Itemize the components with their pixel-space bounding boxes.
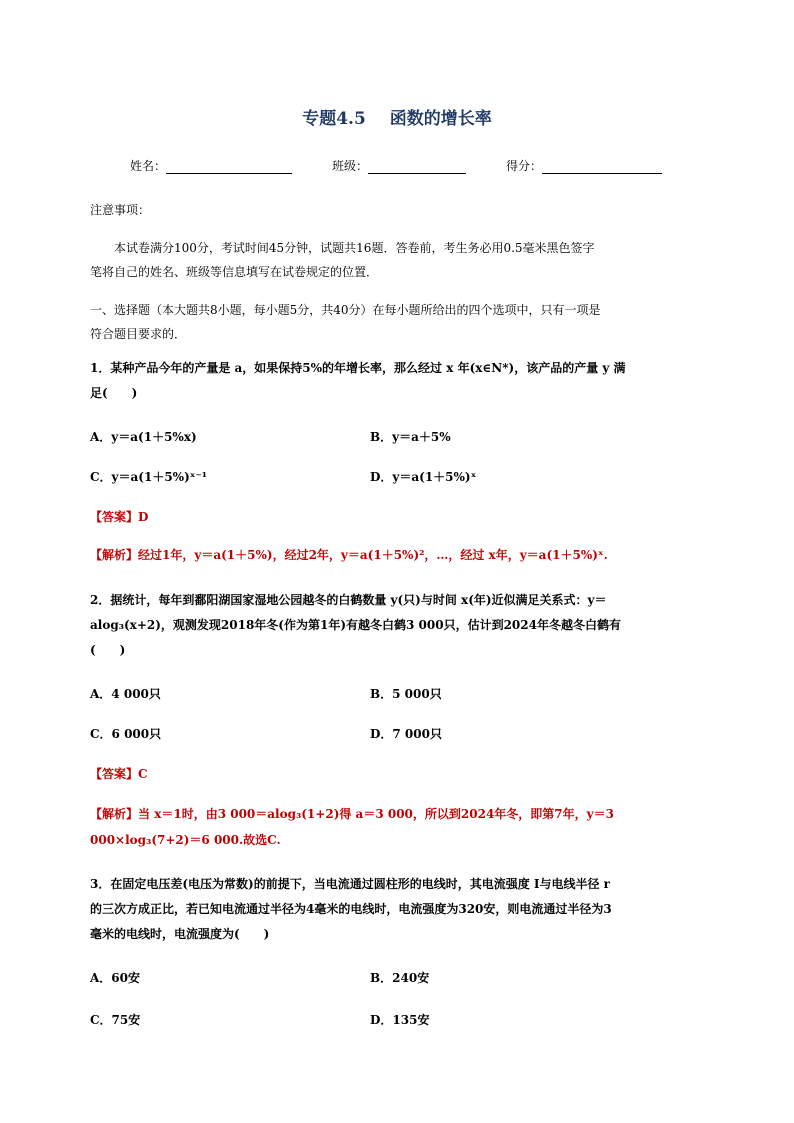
- q2-option-c[interactable]: C．6 000只: [90, 727, 162, 741]
- q2-stem-line-1: 2．据统计，每年到鄱阳湖国家湿地公园越冬的白鹤数量 y(只)与时间 x(年)近似满足关系式：y＝: [90, 593, 607, 607]
- class-field[interactable]: [368, 159, 466, 174]
- score-label: 得分：: [506, 159, 543, 173]
- q2-analysis-line-2: 000×log₃(7+2)＝6 000.故选C.: [90, 833, 281, 847]
- class-label: 班级：: [332, 159, 369, 173]
- analysis-text: 当 x＝1时，由3 000＝alog₃(1+2)得 a＝3 000，所以到2024年冬，即第7年，y＝3: [138, 807, 614, 821]
- notice-heading: 注意事项：: [90, 203, 151, 217]
- q2-stem-line-3: ( ): [90, 643, 126, 657]
- answer-tag: 【答案】: [90, 767, 139, 781]
- q3-option-c[interactable]: C．75安: [90, 1013, 141, 1027]
- answer-value: C: [138, 767, 148, 781]
- section-1-heading-line-2: 符合题目要求的．: [90, 327, 187, 341]
- q1-stem-line-1: 1．某种产品今年的产量是 a，如果保持5%的年增长率，那么经过 x 年(x∈N*)，该产品的产量 y 满: [90, 361, 626, 375]
- q3-option-d[interactable]: D．135安: [370, 1013, 430, 1027]
- analysis-tag: 【解析】: [90, 548, 139, 562]
- q2-analysis-line-1: [90, 802, 710, 827]
- q2-option-b[interactable]: B．5 000只: [370, 687, 442, 701]
- q2-option-a[interactable]: A．4 000只: [90, 687, 161, 701]
- notice-body-line-2: 笔将自己的姓名、班级等信息填写在试卷规定的位置．: [90, 265, 379, 279]
- q3-option-a[interactable]: A．60安: [90, 971, 141, 985]
- q1-option-a[interactable]: A．y＝a(1＋5%x): [90, 430, 197, 444]
- q1-answer: [90, 505, 710, 530]
- q1-analysis: [90, 543, 710, 568]
- answer-value: D: [138, 510, 149, 524]
- topic-title: 函数的增长率: [389, 109, 492, 129]
- answer-tag: 【答案】: [90, 510, 139, 524]
- score-field[interactable]: [542, 159, 662, 174]
- q1-stem-line-2: 足( ): [90, 386, 138, 400]
- analysis-tag: 【解析】: [90, 807, 139, 821]
- section-1-heading-line-1: 一、选择题（本大题共8小题，每小题5分，共40分）在每小题所给出的四个选项中，只有一项是: [90, 303, 601, 317]
- q1-option-b[interactable]: B．y＝a＋5%: [370, 430, 451, 444]
- topic-number: 专题4.5: [302, 109, 366, 129]
- analysis-text: 经过1年，y＝a(1＋5%)，经过2年，y＝a(1＋5%)²，…，经过 x年，y＝a(1＋5%)ˣ.: [138, 548, 608, 562]
- q3-stem-line-2: 的三次方成正比，若已知电流通过半径为4毫米的电线时，电流强度为320安，则电流通过半径为3: [90, 902, 612, 916]
- name-field[interactable]: [166, 159, 292, 174]
- page-title: [0, 104, 794, 129]
- name-label: 姓名：: [130, 159, 167, 173]
- q3-stem-line-1: 3．在固定电压差(电压为常数)的前提下，当电流通过圆柱形的电线时，其电流强度 I与电线半径 r: [90, 877, 610, 891]
- q1-option-c[interactable]: C．y＝a(1＋5%)ˣ⁻¹: [90, 470, 208, 484]
- q3-option-b[interactable]: B．240安: [370, 971, 430, 985]
- notice-body-line-1: 本试卷满分100分，考试时间45分钟，试题共16题．答卷前，考生务必用0.5毫米黑色签字: [114, 241, 595, 255]
- student-info-row: [130, 157, 662, 174]
- q3-stem-line-3: 毫米的电线时，电流强度为( ): [90, 927, 270, 941]
- q2-option-d[interactable]: D．7 000只: [370, 727, 442, 741]
- q1-option-d[interactable]: D．y＝a(1＋5%)ˣ: [370, 470, 477, 484]
- q2-stem-line-2: alog₃(x+2)，观测发现2018年冬(作为第1年)有越冬白鹤3 000只，估计到2024年冬越冬白鹤有: [90, 618, 621, 632]
- q2-answer: [90, 762, 710, 787]
